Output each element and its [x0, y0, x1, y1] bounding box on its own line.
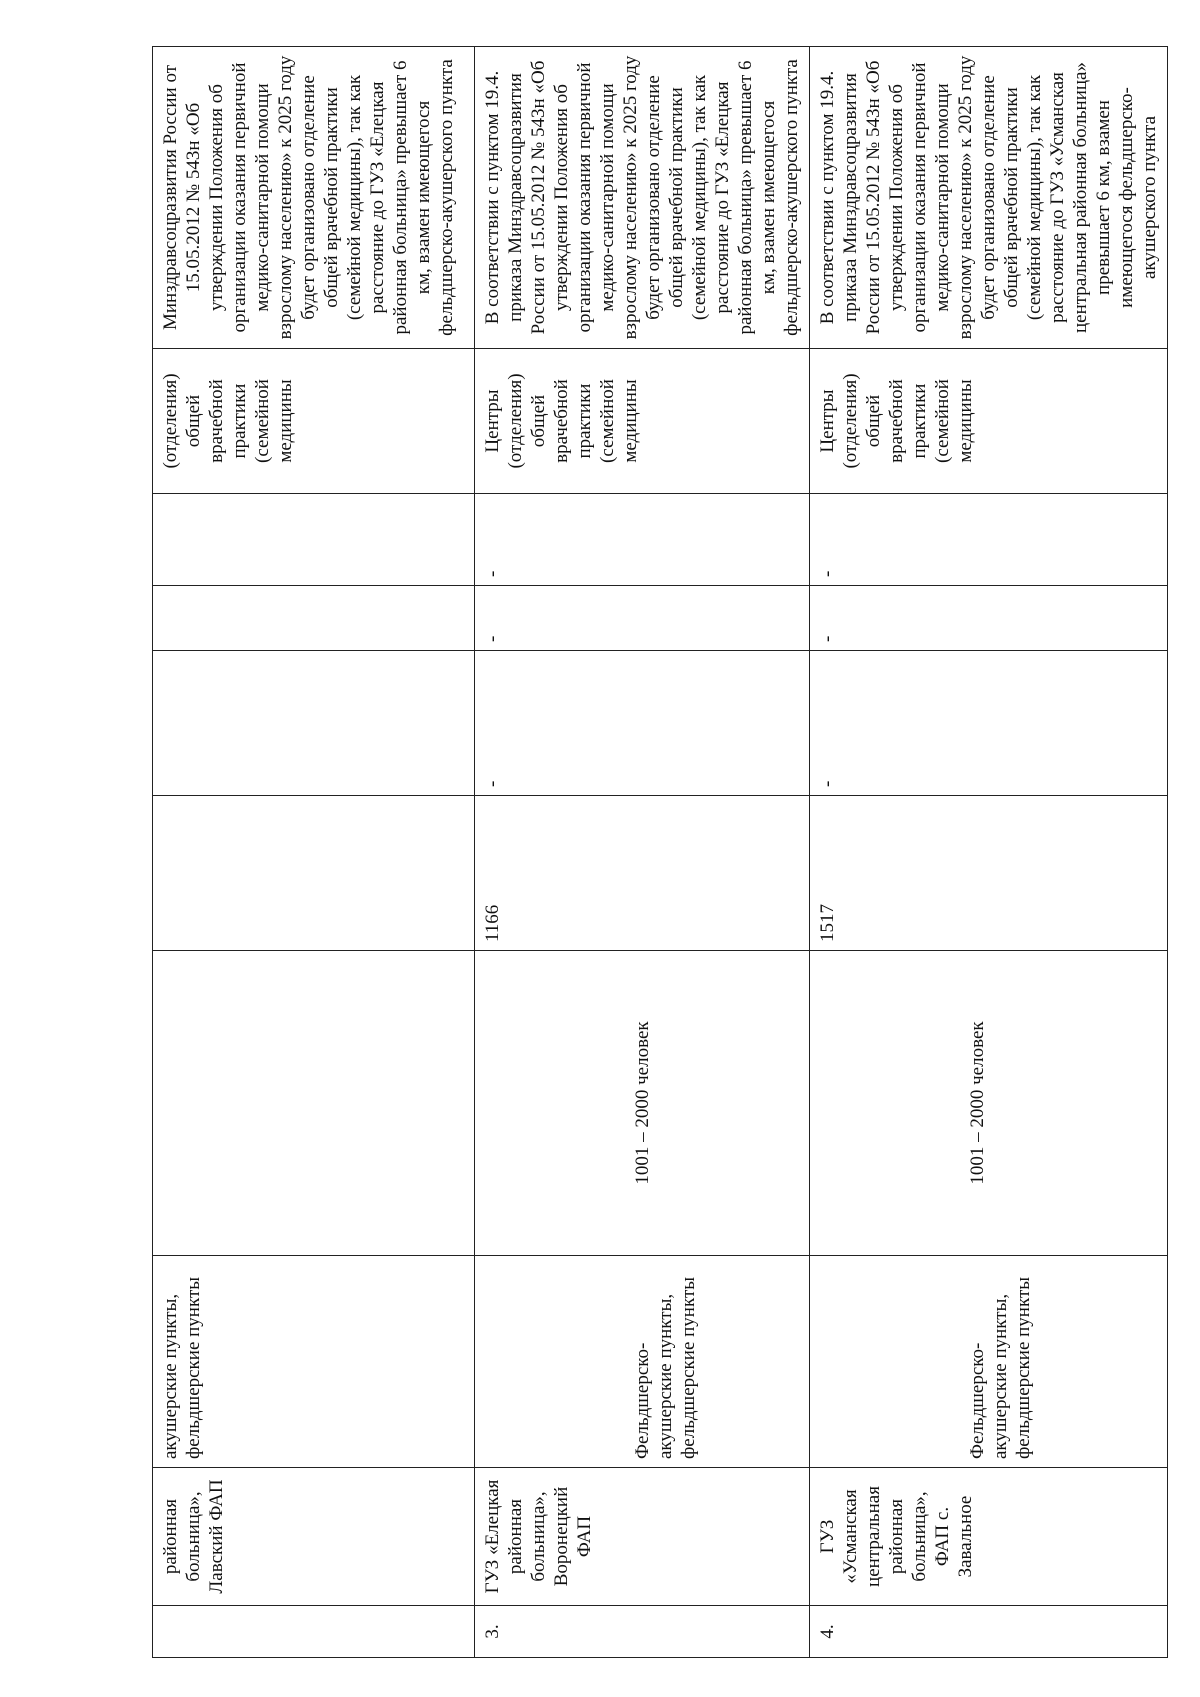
table-row — [810, 47, 1168, 1658]
value-cell-3: - — [810, 494, 1168, 586]
row-number — [153, 1606, 475, 1658]
row-number: 3. — [475, 1606, 810, 1658]
value-cell-1 — [153, 651, 475, 796]
population-cell — [810, 951, 1168, 1256]
justification-cell: Минздравсоцразвития России от 15.05.2012 № 543н «Об утверждении Положения об организации оказания первичной медико-санитарной помощи взрослому населению» к 2025 году будет организовано отделение общей врачебной практики (семейной медицины), так как расстояние до ГУЗ «Елецкая районная больница» превышает 6 км, взамен имеющегося фельдшерско-акушерского пункта — [153, 47, 475, 349]
value-cell-1: - — [810, 651, 1168, 796]
value-cell-2: - — [810, 586, 1168, 651]
population-cell — [153, 951, 475, 1256]
value-cell-2 — [153, 586, 475, 651]
table-row — [475, 47, 810, 1658]
population-text: 1001 – 2000 человек — [967, 1021, 988, 1185]
new-facility-type-cell: (отделения) общей врачебной практики (семейной медицины — [153, 349, 475, 494]
table-row — [153, 47, 475, 1658]
facility-type-cell — [475, 1256, 810, 1468]
rotated-landscape-page — [152, 47, 1160, 1658]
value-cell-1: - — [475, 651, 810, 796]
organization-cell: ГУЗ «Елецкая районная больница», Воронецкий ФАП — [475, 1468, 810, 1606]
value-cell-3: - — [475, 494, 810, 586]
document-page — [152, 47, 1160, 1658]
population-count-cell: 1517 — [810, 796, 1168, 951]
row-number: 4. — [810, 1606, 1168, 1658]
value-cell-2: - — [475, 586, 810, 651]
organization-cell: ГУЗ «Усманская центральная районная больница», ФАП с. Завальное — [810, 1468, 1168, 1606]
facility-type-text: Фельдшерско-акушерские пункты, фельдшерские пункты — [967, 1276, 1034, 1459]
population-text: 1001 – 2000 человек — [632, 1021, 653, 1185]
facilities-table — [152, 46, 1168, 1658]
value-cell-3 — [153, 494, 475, 586]
facility-type-cell — [810, 1256, 1168, 1468]
facility-type-text: Фельдшерско-акушерские пункты, фельдшерские пункты — [632, 1276, 699, 1459]
population-cell — [475, 951, 810, 1256]
organization-cell: районная больница», Лавский ФАП — [153, 1468, 475, 1606]
facility-type-cell: акушерские пункты, фельдшерские пункты — [153, 1256, 475, 1468]
population-count-cell: 1166 — [475, 796, 810, 951]
new-facility-type-cell: Центры (отделения) общей врачебной практики (семейной медицины — [475, 349, 810, 494]
justification-cell: В соответствии с пунктом 19.4. приказа Минздравсоцразвития России от 15.05.2012 № 543н «Об утверждении Положения об организации оказания первичной медико-санитарной помощи взрослому населению» к 2025 году будет организовано отделение общей врачебной практики (семейной медицины), так как расстояние до ГУЗ «Елецкая районная больница» превышает 6 км, взамен имеющегося фельдшерско-акушерского пункта — [475, 47, 810, 349]
new-facility-type-cell: Центры (отделения) общей врачебной практики (семейной медицины — [810, 349, 1168, 494]
population-count-cell — [153, 796, 475, 951]
justification-cell: В соответствии с пунктом 19.4. приказа Минздравсоцразвития России от 15.05.2012 № 543н «Об утверждении Положения об организации оказания первичной медико-санитарной помощи взрослому населению» к 2025 году будет организовано отделение общей врачебной практики (семейной медицины), так как расстояние до ГУЗ «Усманская центральная районная больница» превышает 6 км, взамен имеющегося фельдшерско-акушерского пункта — [810, 47, 1168, 349]
